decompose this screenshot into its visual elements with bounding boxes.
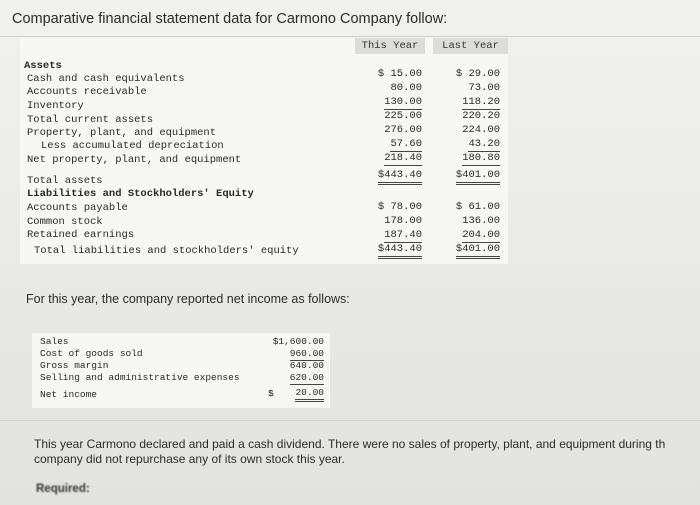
cell-value: 130.00 bbox=[384, 96, 422, 108]
row-label: Inventory bbox=[27, 100, 84, 112]
row-label: Less accumulated depreciation bbox=[41, 140, 224, 152]
required-heading: Required: bbox=[36, 483, 90, 495]
cell-value: $ 61.00 bbox=[455, 201, 500, 213]
cell-value: 80.00 bbox=[390, 82, 422, 94]
row-label: Net property, plant, and equipment bbox=[27, 154, 242, 166]
row-label: Accounts payable bbox=[27, 202, 128, 214]
cell-value: 220.20 bbox=[462, 110, 500, 122]
cell-value: 640.00 bbox=[289, 360, 324, 371]
header-this-year: This Year bbox=[355, 38, 425, 54]
row-label: Total current assets bbox=[27, 114, 154, 126]
header-last-year: Last Year bbox=[433, 38, 508, 54]
row-label: Total assets bbox=[27, 175, 103, 187]
last-year-column bbox=[432, 38, 504, 264]
row-label: Selling and administrative expenses bbox=[40, 372, 240, 383]
cell-value: 225.00 bbox=[384, 110, 422, 122]
cell-value: 224.00 bbox=[462, 124, 500, 136]
cell-value: $443.40 bbox=[378, 243, 422, 259]
cell-value: 178.00 bbox=[384, 215, 422, 227]
amount-column bbox=[254, 333, 330, 408]
cell-value: 136.00 bbox=[462, 215, 500, 227]
income-statement-table bbox=[32, 333, 330, 408]
row-label: Sales bbox=[40, 336, 69, 347]
cell-value: $401.00 bbox=[456, 243, 500, 259]
row-label: Net income bbox=[40, 389, 98, 400]
page-title: Comparative financial statement data for Carmono Company follow: bbox=[12, 11, 448, 27]
row-label: Accounts receivable bbox=[27, 86, 147, 98]
row-label: Common stock bbox=[27, 216, 103, 228]
cell-value: 118.20 bbox=[462, 96, 500, 108]
income-intro: For this year, the company reported net income as follows: bbox=[26, 292, 350, 306]
cell-value: 620.00 bbox=[289, 372, 324, 383]
cell-value: 20.00 bbox=[295, 387, 324, 402]
row-label: Retained earnings bbox=[27, 229, 135, 241]
cell-value: 73.00 bbox=[468, 82, 500, 94]
this-year-column bbox=[354, 38, 426, 264]
cell-value: 218.40 bbox=[384, 152, 422, 164]
row-label: Property, plant, and equipment bbox=[27, 127, 217, 139]
row-label: Cash and cash equivalents bbox=[27, 73, 185, 85]
balance-sheet-table bbox=[20, 38, 508, 264]
divider bbox=[0, 420, 700, 421]
cell-value: 204.00 bbox=[462, 229, 500, 241]
cell-value: 57.60 bbox=[390, 138, 422, 150]
assets-heading: Assets bbox=[24, 60, 62, 72]
cell-value: 276.00 bbox=[384, 124, 422, 136]
divider bbox=[0, 36, 700, 37]
cell-value: $ 29.00 bbox=[455, 68, 500, 80]
note-line-2: company did not repurchase any of its own stock this year. bbox=[34, 452, 345, 466]
currency-symbol: $ bbox=[268, 388, 274, 399]
row-label: Gross margin bbox=[40, 360, 109, 371]
cell-value: $ 78.00 bbox=[377, 201, 422, 213]
row-label: Cost of goods sold bbox=[40, 348, 143, 359]
cell-value: $443.40 bbox=[378, 169, 422, 185]
note-line-1: This year Carmono declared and paid a cash dividend. There were no sales of property, plant, and equipment during th bbox=[34, 437, 666, 451]
cell-value: $1,600.00 bbox=[272, 336, 324, 347]
cell-value: 187.40 bbox=[384, 229, 422, 241]
cell-value: $ 15.00 bbox=[377, 68, 422, 80]
liabilities-heading: Liabilities and Stockholders' Equity bbox=[27, 188, 254, 200]
cell-value: 960.00 bbox=[289, 348, 324, 359]
cell-value: $401.00 bbox=[456, 169, 500, 185]
cell-value: 43.20 bbox=[468, 138, 500, 150]
row-label: Total liabilities and stockholders' equity bbox=[34, 245, 299, 257]
cell-value: 180.80 bbox=[462, 152, 500, 164]
